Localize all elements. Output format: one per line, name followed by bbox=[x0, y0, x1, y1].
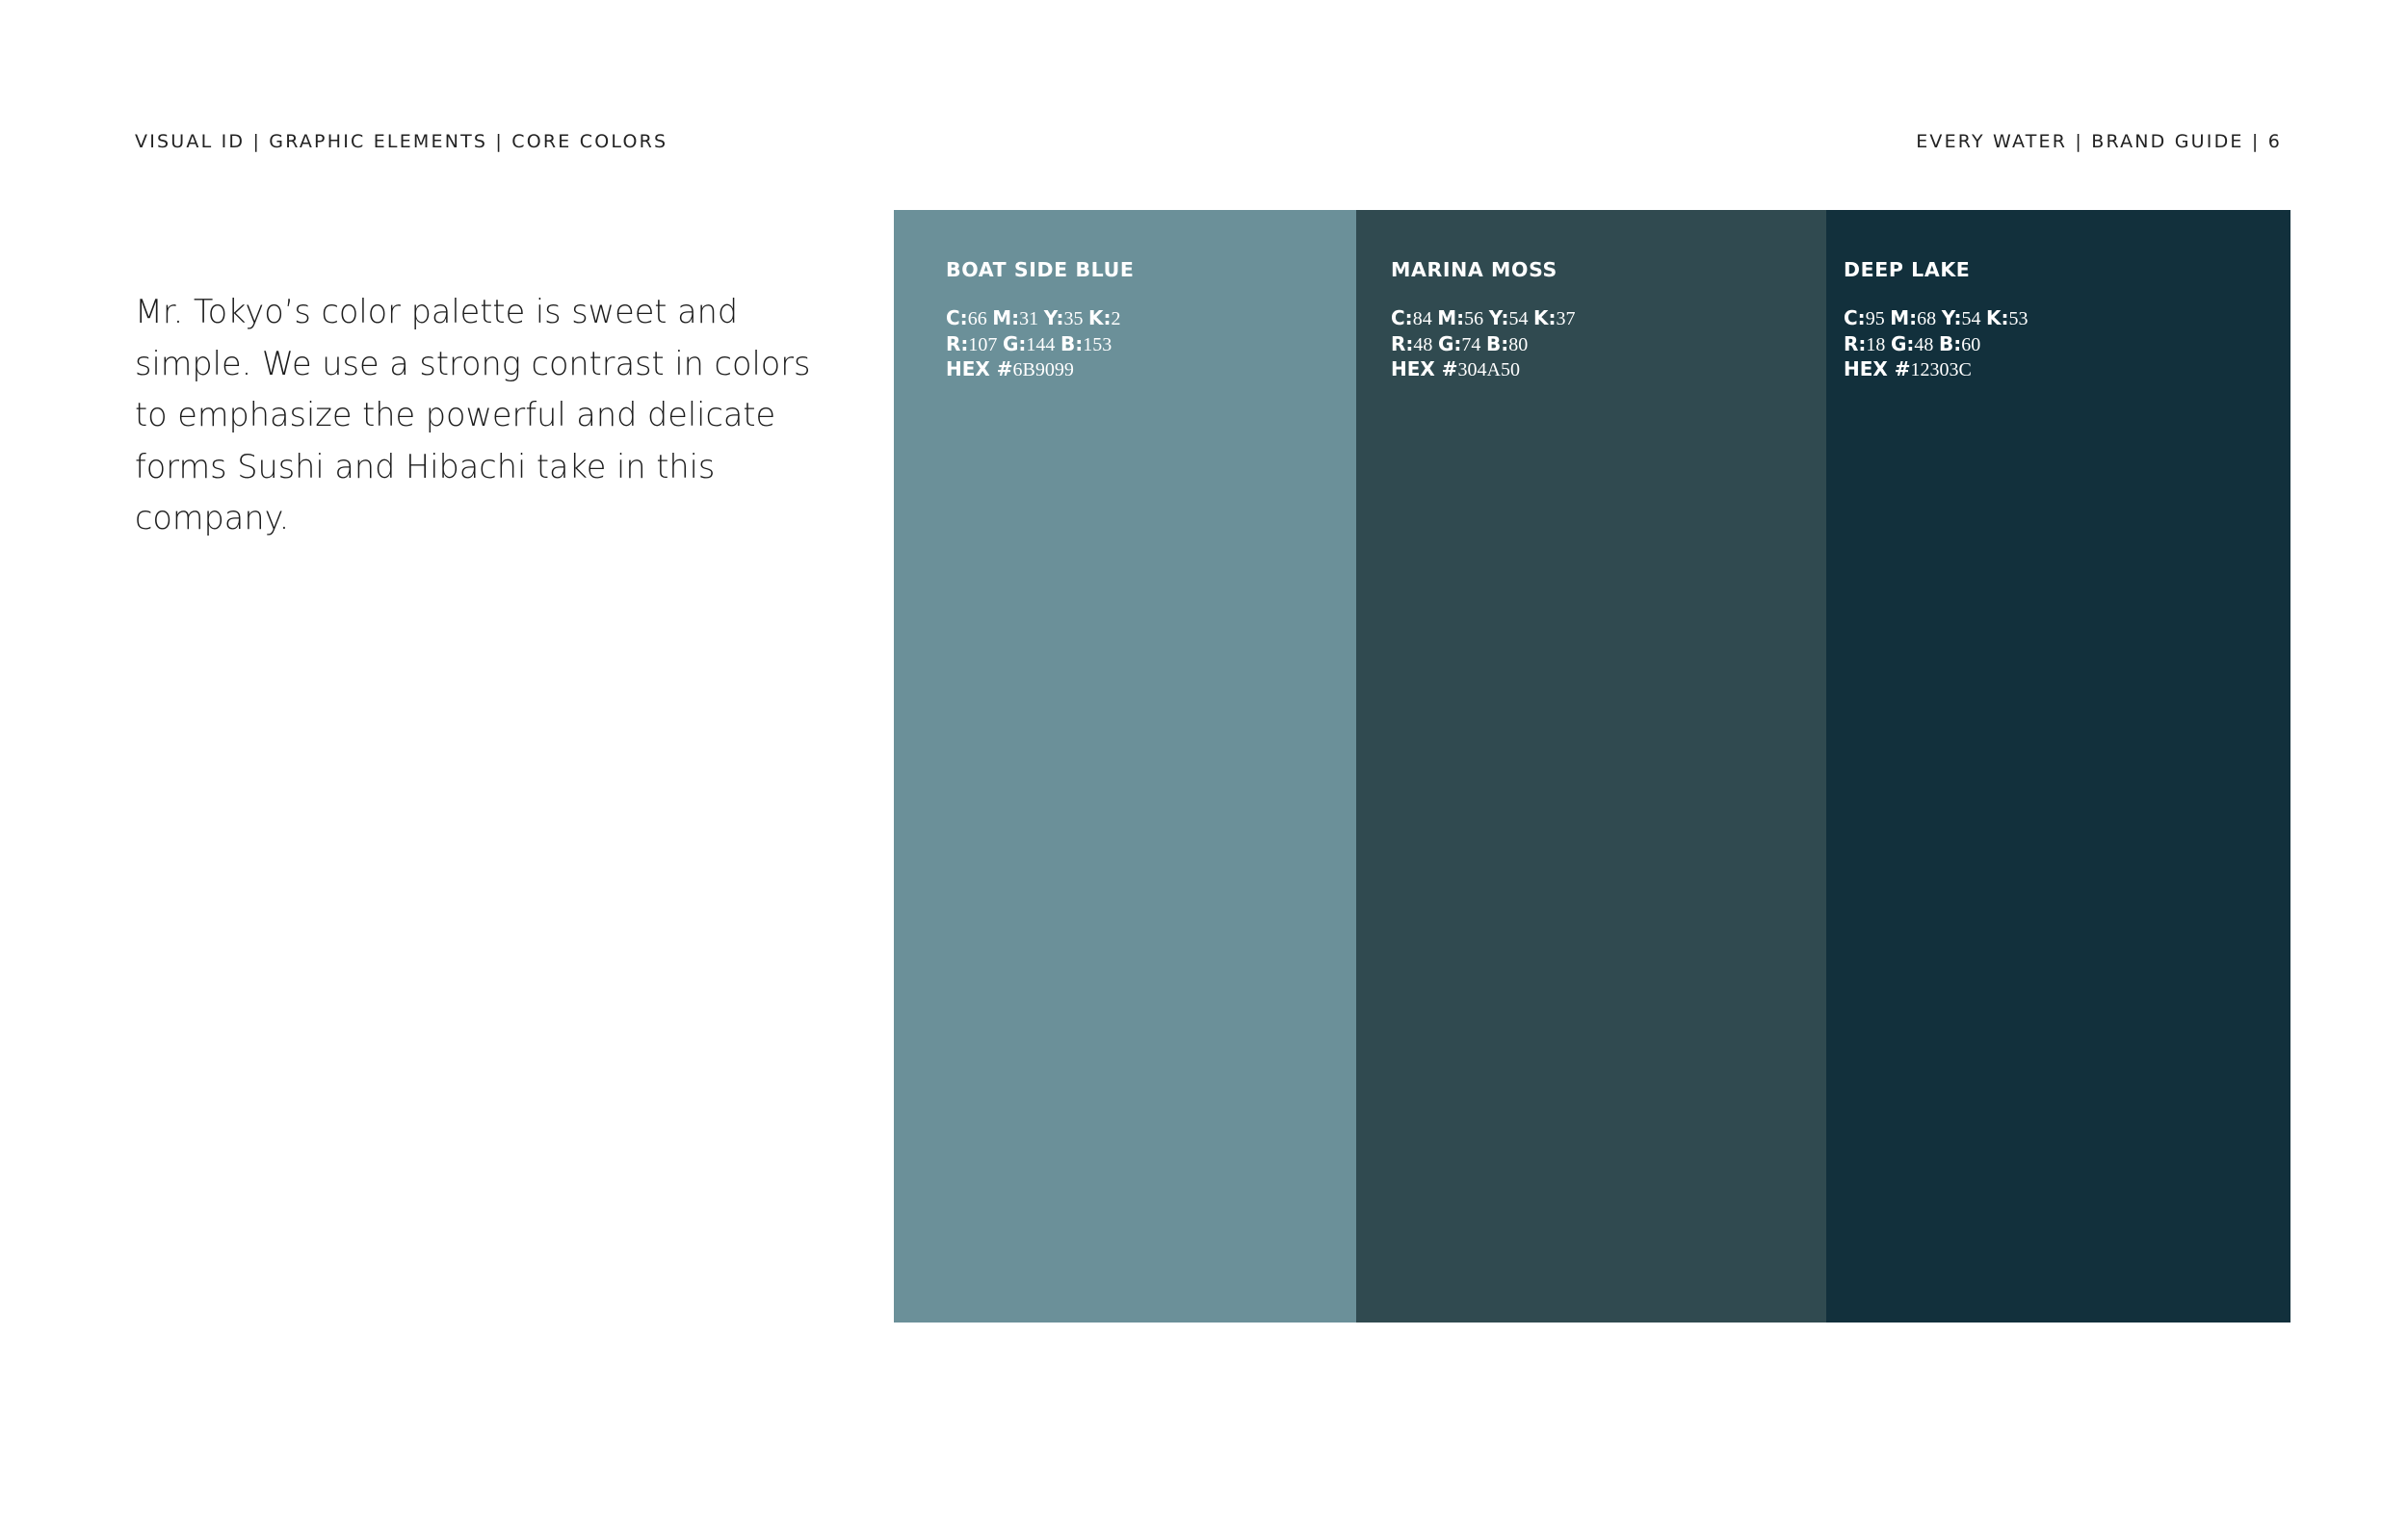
g-label: G: bbox=[1002, 331, 1027, 355]
y-label: Y: bbox=[1488, 306, 1509, 329]
intro-paragraph: Mr. Tokyo’s color palette is sweet and simple. We use a strong contrast in colors to emphasize the powerful and delicate forms Sushi and Hibachi take in this company. bbox=[135, 293, 811, 537]
b-value: 153 bbox=[1083, 333, 1112, 355]
b-label: B: bbox=[1060, 331, 1084, 355]
k-label: K: bbox=[1986, 306, 2009, 329]
c-value: 95 bbox=[1865, 308, 1885, 329]
r-value: 18 bbox=[1866, 333, 1886, 355]
hex-label: HEX # bbox=[1844, 357, 1911, 380]
g-value: 144 bbox=[1026, 333, 1056, 355]
b-value: 80 bbox=[1508, 333, 1529, 355]
hex-value: 304A50 bbox=[1457, 359, 1520, 380]
swatch-name: BOAT SIDE BLUE bbox=[946, 258, 1135, 281]
hex-line bbox=[1391, 357, 1826, 383]
c-value: 66 bbox=[967, 308, 987, 329]
hex-value: 6B9099 bbox=[1012, 359, 1074, 380]
r-label: R: bbox=[1391, 331, 1414, 355]
breadcrumb: VISUAL ID | GRAPHIC ELEMENTS | CORE COLORS bbox=[135, 131, 668, 152]
c-label: C: bbox=[1391, 306, 1413, 329]
r-value: 48 bbox=[1413, 333, 1433, 355]
m-label: M: bbox=[992, 306, 1020, 329]
y-value: 54 bbox=[1508, 308, 1529, 329]
r-label: R: bbox=[1844, 331, 1867, 355]
c-value: 84 bbox=[1412, 308, 1432, 329]
page-footer-label: EVERY WATER | BRAND GUIDE | 6 bbox=[1916, 131, 2282, 152]
swatch-deep-lake bbox=[1826, 210, 2290, 1323]
m-label: M: bbox=[1437, 306, 1465, 329]
g-label: G: bbox=[1437, 331, 1462, 355]
m-value: 68 bbox=[1917, 308, 1937, 329]
k-value: 37 bbox=[1556, 308, 1576, 329]
cmyk-line bbox=[1844, 306, 2290, 332]
hex-line bbox=[946, 357, 1356, 383]
c-label: C: bbox=[1844, 306, 1866, 329]
y-value: 54 bbox=[1961, 308, 1981, 329]
hex-label: HEX # bbox=[946, 357, 1013, 380]
g-label: G: bbox=[1890, 331, 1915, 355]
y-value: 35 bbox=[1063, 308, 1084, 329]
g-value: 74 bbox=[1461, 333, 1481, 355]
r-value: 107 bbox=[968, 333, 998, 355]
m-label: M: bbox=[1890, 306, 1918, 329]
swatch-name: MARINA MOSS bbox=[1391, 258, 1557, 281]
m-value: 31 bbox=[1019, 308, 1039, 329]
hex-line bbox=[1844, 357, 2290, 383]
y-label: Y: bbox=[1941, 306, 1962, 329]
cmyk-line bbox=[1391, 306, 1826, 332]
m-value: 56 bbox=[1464, 308, 1484, 329]
swatch-boat-side-blue bbox=[894, 210, 1356, 1323]
swatch-marina-moss bbox=[1356, 210, 1826, 1323]
k-label: K: bbox=[1533, 306, 1557, 329]
swatch-name: DEEP LAKE bbox=[1844, 258, 1971, 281]
k-label: K: bbox=[1088, 306, 1112, 329]
k-value: 2 bbox=[1111, 308, 1121, 329]
hex-value: 12303C bbox=[1910, 359, 1972, 380]
hex-label: HEX # bbox=[1391, 357, 1458, 380]
rgb-line bbox=[1391, 332, 1826, 358]
c-label: C: bbox=[946, 306, 968, 329]
y-label: Y: bbox=[1043, 306, 1064, 329]
color-palette bbox=[894, 210, 2290, 1323]
rgb-line bbox=[1844, 332, 2290, 358]
rgb-line bbox=[946, 332, 1356, 358]
b-label: B: bbox=[1938, 331, 1962, 355]
r-label: R: bbox=[946, 331, 969, 355]
b-label: B: bbox=[1485, 331, 1509, 355]
cmyk-line bbox=[946, 306, 1356, 332]
b-value: 60 bbox=[1961, 333, 1981, 355]
k-value: 53 bbox=[2008, 308, 2028, 329]
g-value: 48 bbox=[1914, 333, 1934, 355]
